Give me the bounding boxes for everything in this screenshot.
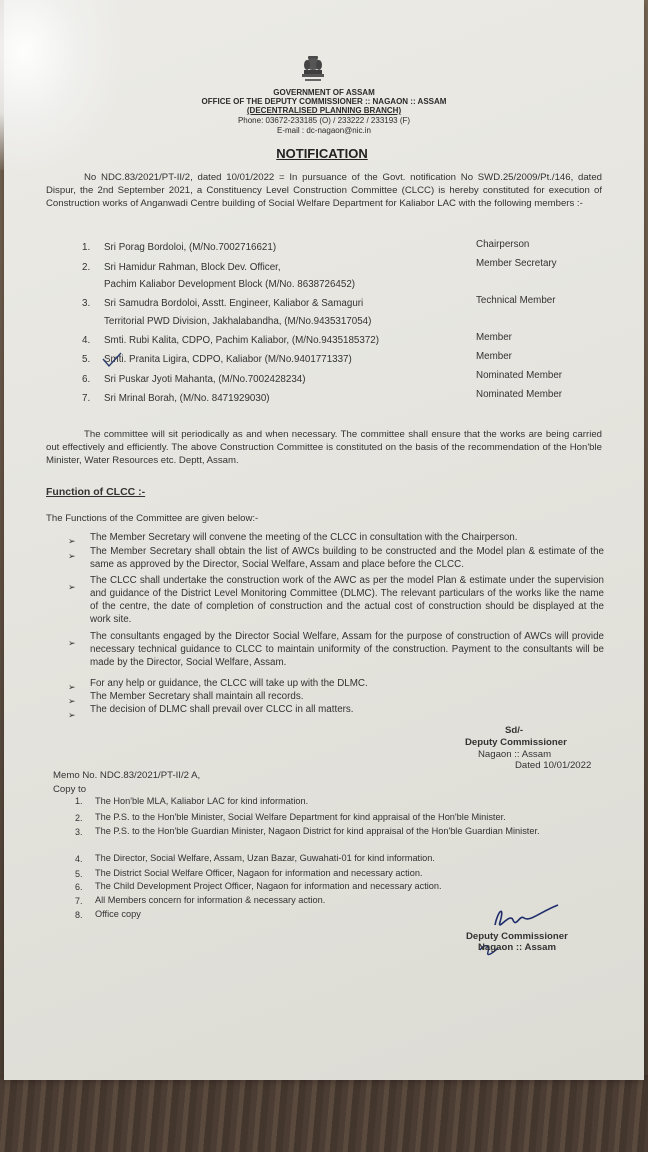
function-item: The Member Secretary shall maintain all records. [90,691,304,702]
header-email: E-mail : dc-nagaon@nic.in [277,126,371,135]
floor-boards [0,1075,648,1152]
header-phone: Phone: 03672-233185 (O) / 233222 / 233193 (F) [237,116,411,125]
copy-item: The Child Development Project Officer, Nagaon for information and necessary action. [95,881,442,891]
member-number: 5. [82,354,91,365]
copy-number: 6. [75,882,83,892]
bullet-arrow-icon: ➢ [68,582,76,592]
paper-fold [0,0,120,170]
member-number: 2. [82,262,91,273]
copy-number: 4. [75,854,83,864]
signatory-place: Nagaon :: Assam [478,749,552,760]
copy-number: 1. [75,796,83,806]
member-name: Smti. Pranita Ligira, CDPO, Kaliabor (M/No.9401771337) [104,354,352,365]
function-item: The Member Secretary will convene the meeting of the CLCC in consultation with the Chairperson. [90,532,518,543]
signatory-place-2: Nagaon :: Assam [478,942,557,953]
committee-paragraph: The committee will sit periodically as and when necessary. The committee shall ensure that the works are being carried out effectively and efficiently. The above Construction Committee is constituted on the basis of the recommendation of the Hon'ble Minister, Water Resources etc. Deptt, Assam. [46,429,602,466]
copy-number: 5. [75,869,83,879]
signatory-designation-2: Deputy Commissioner [466,931,568,942]
copy-item: The P.S. to the Hon'ble Guardian Minister, Nagaon District for kind appraisal of the Hon'ble Guardian Minister. [95,826,540,836]
function-item: For any help or guidance, the CLCC will take up with the DLMC. [90,678,368,689]
bullet-arrow-icon: ➢ [68,638,76,648]
signatory-designation: Deputy Commissioner [465,737,567,748]
member-name: Sri Porag Bordoloi, (M/No.7002716621) [104,242,277,253]
copy-item: Office copy [95,909,141,919]
function-item: The consultants engaged by the Director Social Welfare, Assam for the purpose of construction of AWCs will provide necessary technical guidance to CLCC to maintain uniformity of the construction. Payment to the consultants will be made by the Director, Social Welfare, Assam. [90,631,604,668]
member-name: Sri Puskar Jyoti Mahanta, (M/No.7002428234) [104,374,306,385]
bullet-arrow-icon: ➢ [68,710,76,720]
member-name: Sri Mrinal Borah, (M/No. 8471929030) [104,393,270,404]
member-role: Chairperson [476,239,530,250]
copy-item: The District Social Welfare Officer, Nagaon for information and necessary action. [95,868,423,878]
member-number: 3. [82,298,91,309]
member-role: Member [476,332,512,343]
member-number: 6. [82,374,91,385]
document-title: NOTIFICATION [276,146,368,161]
intro-paragraph: No NDC.83/2021/PT-II/2, dated 10/01/2022 = In pursuance of the Govt. notification No SWD.25/2009/Pt./146, dated Dispur, the 2nd September 2021, a Constituency Level Construction Committee (CLCC) is hereby constituted for execution of Construction works of Anganwadi Centre building of Social Welfare Department for Kaliabor LAC with the following members :- [46,172,602,209]
header-government: GOVERNMENT OF ASSAM [273,88,375,97]
header-branch: (DECENTRALISED PLANNING BRANCH) [246,106,402,115]
member-role: Member [476,351,512,362]
header-office: OFFICE OF THE DEPUTY COMMISSIONER :: NAGAON :: ASSAM [201,97,447,106]
signature-date: Dated 10/01/2022 [515,760,592,771]
copy-item: The Hon'ble MLA, Kaliabor LAC for kind information. [95,796,309,806]
function-item: The decision of DLMC shall prevail over CLCC in all matters. [90,704,354,715]
member-name: Sri Hamidur Rahman, Block Dev. Officer, [104,262,281,273]
copy-number: 7. [75,896,83,906]
handwritten-tick-icon [101,352,123,368]
member-role: Nominated Member [476,389,563,400]
member-number: 7. [82,393,91,404]
function-heading: Function of CLCC :- [46,486,146,498]
member-role: Technical Member [476,295,556,306]
member-name-line2: Territorial PWD Division, Jakhalabandha, (M/No.9435317054) [104,316,372,327]
function-item: The Member Secretary shall obtain the list of AWCs building to be constructed and the Model plan & estimate of the same as approved by the Director, Social Welfare, Assam and place before the CLCC. [90,546,604,570]
copy-number: 3. [75,827,83,837]
copy-number: 8. [75,910,83,920]
bullet-arrow-icon: ➢ [68,696,76,706]
bullet-arrow-icon: ➢ [68,682,76,692]
member-name: Sri Samudra Bordoloi, Asstt. Engineer, Kaliabor & Samaguri [104,298,364,309]
member-role: Member Secretary [476,258,557,269]
memo-number: Memo No. NDC.83/2021/PT-II/2 A, [53,770,201,781]
state-emblem-icon [299,53,327,87]
copy-item: The P.S. to the Hon'ble Minister, Social Welfare Department for kind appraisal of the Hon'ble Minister. [95,812,506,822]
copy-item: All Members concern for information & necessary action. [95,895,326,905]
sd-mark: Sd/- [505,725,524,736]
member-number: 1. [82,242,91,253]
member-name: Smti. Rubi Kalita, CDPO, Pachim Kaliabor, (M/No.9435185372) [104,335,379,346]
member-role: Nominated Member [476,370,563,381]
member-number: 4. [82,335,91,346]
bullet-arrow-icon: ➢ [68,536,76,546]
member-name-line2: Pachim Kaliabor Development Block (M/No. 8638726452) [104,279,356,290]
copy-number: 2. [75,813,83,823]
function-item: The CLCC shall undertake the construction work of the AWC as per the model Plan & estimate under the supervision and guidance of the District Level Monitoring Committee (DLMC). The relevant particulars of the works like the name of the centre, the date of completion of construction and the actual cost of construction should be displayed at the work site. [90,575,604,625]
copy-to-label: Copy to [53,784,87,795]
function-intro: The Functions of the Committee are given below:- [46,513,259,524]
bullet-arrow-icon: ➢ [68,551,76,561]
copy-item: The Director, Social Welfare, Assam, Uzan Bazar, Guwahati-01 for kind information. [95,853,435,863]
